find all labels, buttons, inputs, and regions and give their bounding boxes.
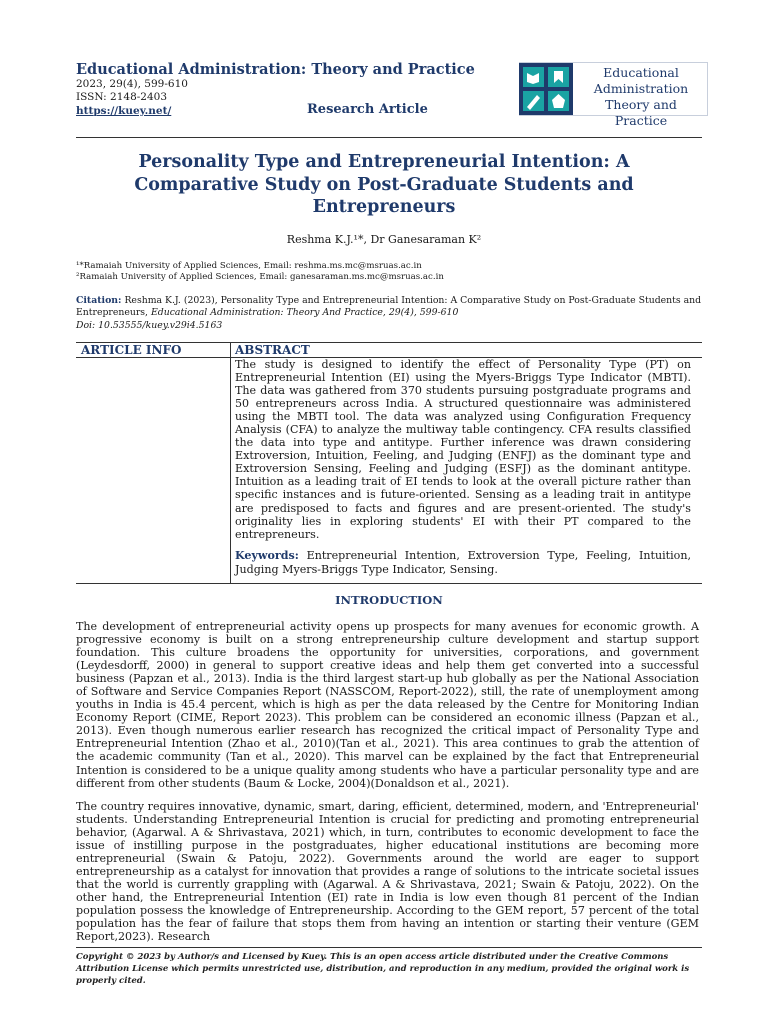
paper-title: Personality Type and Entrepreneurial Intention: A Comparative Study on Post-Graduate Students and Entrepreneurs [134, 152, 634, 217]
journal-logo [519, 62, 708, 128]
introduction-paragraph-1: The development of entrepreneurial activity opens up prospects for many avenues for economic growth. A progressive economy is built on a strong entrepreneurship culture development and startup support foundation. This culture broadens the opportunity for universities, corporations, and government (Leydesdorff, 2000) in general to support creative ideas and help them get converted into a successful business (Papzan et al., 2013). India is the third largest start-up hub globally as per the National Association of Software and Service Companies Report (NASSCOM, Report-2022), still, the rate of unemployment among youths in India is 45.4 percent, which is high as per the data released by the Centre for Monitoring Indian Economy Report (CIME, Report 2023). This problem can be considered an economic illness (Papzan et al., 2013). Even though numerous earlier research has recognized the critical impact of Personality Type and Entrepreneurial Intention (Zhao et al., 2010)(Tan et al., 2021). This area continues to grab the attention of the academic community (Tan et al., 2020). This marvel can be explained by the fact that Entrepreneurial Intention is considered to be a unique quality among students who have a particular personality type and are different from other students (Baum & Locke, 2004)(Donaldson et al., 2021). [76, 620, 699, 790]
abstract-column-divider [230, 343, 231, 583]
keywords-label: Keywords: [235, 549, 299, 562]
abstract-text: The study is designed to identify the effect of Personality Type (PT) on Entrepreneurial Intention (EI) using the Myers-Briggs Type Indicator (MBTI). The data was gathered from 370 students pursuing postgraduate programs and 50 entrepreneurs across India. A structured questionnaire was administered using the MBTI tool. The data was analyzed using Configuration Frequency Analysis (CFA) to analyze the multiway table contingency. CFA results classified the data into type and antitype. Further inference was drawn considering Extroversion, Intuition, Feeling, and Judging (ENFJ) as the dominant type and Extroversion Sensing, Feeling and Judging (ESFJ) as the dominant antitype. Intuition as a leading trait of EI tends to look at the overall picture rather than specific instances and is future-oriented. Sensing as a leading trait in antitype are predisposed to facts and figures and are present-oriented. The study's originality lies in exploring students' EI with their PT compared to the entrepreneurs. [235, 358, 691, 541]
affiliation-2: ²Ramaiah University of Applied Sciences, Email: ganesaraman.ms.mc@msruas.ac.in [76, 272, 444, 282]
affiliation-1: ¹*Ramaiah University of Applied Sciences, Email: reshma.ms.mc@msruas.ac.in [76, 261, 422, 271]
abstract-bottom-rule [76, 583, 702, 584]
journal-logo-text: Educational Administration Theory and Practice [593, 65, 689, 128]
doi: Doi: 10.53555/kuey.v29i4.5163 [76, 320, 223, 331]
license-footer: Copyright © 2023 by Author/s and Licensed by Kuey. This is an open access article distributed under the Creative Commons Attribution License which permits unrestricted use, distribution, and reproduction in any medium, provided the original work is properly cited. [76, 952, 690, 986]
introduction-paragraph-2: The country requires innovative, dynamic, smart, daring, efficient, determined, modern, and 'Entrepreneurial' students. Understanding Entrepreneurial Intention is crucial for predicting and promoting entrepreneurial behavior, (Agarwal. A & Shrivastava, 2021) which, in turn, contributes to economic development to face the issue of instilling purpose in the postgraduates, higher educational institutions are becoming more entrepreneurial (Swain & Patoju, 2022). Governments around the world are eager to support entrepreneurship as a catalyst for innovation that provides a range of solutions to the intricate societal issues that the world is currently grappling with (Agarwal. A & Shrivastava, 2021; Swain & Patoju, 2022). On the other hand, the Entrepreneurial Intention (EI) rate in India is low even though 81 percent of the Indian population possess the knowledge of Entrepreneurship. According to the GEM report, 57 percent of the total population has the fear of failure that stops them from having an intention or starting their venture (GEM Report,2023). Research [76, 800, 699, 944]
journal-name: Educational Administration: Theory and Practice [76, 61, 475, 78]
footer-divider [76, 947, 702, 948]
citation-journal: Educational Administration: Theory And Practice, 29(4), 599-610 [150, 307, 459, 318]
introduction-heading: INTRODUCTION [335, 593, 443, 607]
citation-label: Citation: [76, 295, 122, 306]
paper-authors: Reshma K.J.¹*, Dr Ganesaraman K² [286, 233, 482, 246]
journal-logo-icon [519, 63, 573, 115]
issn: ISSN: 2148-2403 [76, 91, 168, 103]
citation [76, 295, 706, 319]
keywords [235, 549, 691, 576]
volume-pages: 2023, 29(4), 599-610 [76, 78, 188, 90]
journal-url-link[interactable]: https://kuey.net/ [76, 105, 172, 117]
abstract-heading: ABSTRACT [235, 343, 310, 357]
header-divider [76, 137, 702, 138]
citation-text: Reshma K.J. (2023), Personality Type and Entrepreneurial Intention: A Comparative Study on Post-Graduate Students and Entrepreneurs, [76, 295, 702, 318]
article-info-heading: ARTICLE INFO [81, 343, 182, 357]
article-type: Research Article [307, 102, 428, 117]
keywords-text: Entrepreneurial Intention, Extroversion Type, Feeling, Intuition, Judging Myers-Briggs Type Indicator, Sensing. [235, 549, 691, 576]
